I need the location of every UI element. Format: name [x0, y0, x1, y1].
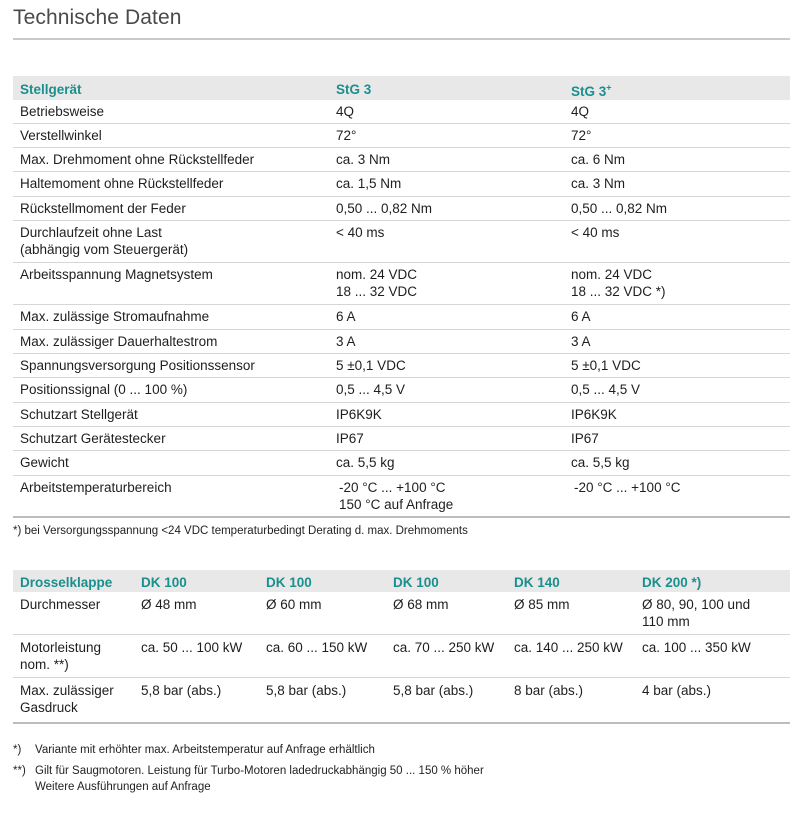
table-row [13, 403, 790, 427]
table-header-row [13, 570, 790, 592]
header-drosselklappe: Drosselklappe [20, 575, 113, 590]
table-row [13, 221, 790, 263]
footnote-text: Variante mit erhöhter max. Arbeitstemperatur auf Anfrage erhältlich [35, 744, 375, 756]
stg3plus-value: 6 A [571, 309, 591, 324]
stg3plus-value: IP67 [571, 431, 599, 446]
table-row [13, 427, 790, 451]
page-title: Technische Daten [13, 6, 182, 29]
dk200-value-cont: 110 mm [642, 614, 690, 629]
stg3plus-value: ca. 3 Nm [571, 176, 626, 191]
stg3-value: -20 °C ... +100 °C [339, 480, 446, 495]
row-label: Durchlaufzeit ohne Last [20, 225, 162, 240]
throttle-spec-table [13, 570, 790, 724]
table-row [13, 635, 790, 678]
table-bottom-rule [13, 722, 790, 724]
dk140-value: ca. 140 ... 250 kW [514, 640, 623, 655]
footnote-mark: **) [13, 765, 26, 777]
table-row [13, 148, 790, 172]
row-label: Arbeitstemperaturbereich [20, 480, 172, 495]
title-divider [13, 38, 790, 40]
row-label: Positionssignal (0 ... 100 %) [20, 382, 188, 397]
stg3-value: 6 A [336, 309, 356, 324]
table-row [13, 305, 790, 330]
footnote-2 [13, 764, 484, 779]
header-dk100-b: DK 100 [266, 575, 312, 590]
table-row [13, 172, 790, 197]
dk140-value: Ø 85 mm [514, 597, 570, 612]
row-label-note: nom. **) [20, 657, 69, 672]
table-header-row [13, 76, 790, 100]
dk100-a-value: ca. 50 ... 100 kW [141, 640, 243, 655]
table-row [13, 197, 790, 221]
row-label: Spannungsversorgung Positionssensor [20, 358, 255, 373]
stg3plus-value: 5 ±0,1 VDC [571, 358, 641, 373]
row-label: Arbeitsspannung Magnetsystem [20, 267, 213, 282]
header-stellgeraet: Stellgerät [20, 82, 82, 97]
stg3plus-value: IP6K9K [571, 407, 617, 422]
header-stg3: StG 3 [336, 82, 372, 97]
stg3-value: ca. 1,5 Nm [336, 176, 402, 191]
actuator-spec-table [13, 76, 790, 518]
stg3plus-value: 4Q [571, 104, 590, 119]
row-label: Haltemoment ohne Rückstellfeder [20, 176, 224, 191]
row-label: Max. zulässiger Dauerhaltestrom [20, 334, 218, 349]
row-label: Betriebsweise [20, 104, 105, 119]
table-row [13, 124, 790, 148]
stg3plus-value: 3 A [571, 334, 591, 349]
stg3plus-value: -20 °C ... +100 °C [574, 480, 681, 495]
stg3-value: 5 ±0,1 VDC [336, 358, 406, 373]
stg3-value: ca. 3 Nm [336, 152, 391, 167]
footnote-text: Gilt für Saugmotoren. Leistung für Turbo-Motoren ladedruckabhängig 50 ... 150 % höher [35, 765, 484, 777]
dk100-b-value: Ø 60 mm [266, 597, 322, 612]
stg3plus-value: nom. 24 VDC [571, 267, 653, 282]
stg3-value: 0,50 ... 0,82 Nm [336, 201, 433, 216]
derating-note: *) bei Versorgungsspannung <24 VDC temperaturbedingt Derating d. max. Drehmoments [13, 525, 468, 537]
stg3plus-value: 0,5 ... 4,5 V [571, 382, 641, 397]
stg3plus-value: < 40 ms [571, 225, 620, 240]
footnote-3: Weitere Ausführungen auf Anfrage [35, 781, 211, 793]
table-row [13, 476, 790, 516]
dk100-c-value: 5,8 bar (abs.) [393, 683, 474, 698]
row-label: Schutzart Gerätestecker [20, 431, 166, 446]
row-label-note: (abhängig vom Steuergerät) [20, 242, 189, 257]
dk100-b-value: 5,8 bar (abs.) [266, 683, 347, 698]
row-label: Schutzart Stellgerät [20, 407, 138, 422]
dk100-c-value: Ø 68 mm [393, 597, 449, 612]
table-row [13, 354, 790, 378]
stg3-value: 4Q [336, 104, 355, 119]
table-bottom-rule [13, 516, 790, 518]
dk140-value: 8 bar (abs.) [514, 683, 584, 698]
dk100-c-value: ca. 70 ... 250 kW [393, 640, 495, 655]
row-label: Max. zulässige Stromaufnahme [20, 309, 210, 324]
table-row [13, 678, 790, 722]
dk200-value: Ø 80, 90, 100 und [642, 597, 751, 612]
row-label: Rückstellmoment der Feder [20, 201, 186, 216]
stg3plus-value: ca. 5,5 kg [571, 455, 630, 470]
header-dk100-c: DK 100 [393, 575, 439, 590]
dk100-a-value: Ø 48 mm [141, 597, 197, 612]
footnote-1 [13, 743, 375, 758]
dk200-value: ca. 100 ... 350 kW [642, 640, 751, 655]
header-dk100-a: DK 100 [141, 575, 187, 590]
stg3-value: 72° [336, 128, 357, 143]
dk100-a-value: 5,8 bar (abs.) [141, 683, 222, 698]
row-label: Max. Drehmoment ohne Rückstellfeder [20, 152, 255, 167]
table-row [13, 451, 790, 476]
row-label: Durchmesser [20, 597, 101, 612]
stg3plus-value: 72° [571, 128, 592, 143]
table-row [13, 330, 790, 354]
dk100-b-value: ca. 60 ... 150 kW [266, 640, 368, 655]
footnote-mark: *) [13, 744, 22, 756]
dk200-value: 4 bar (abs.) [642, 683, 712, 698]
stg3-value: IP67 [336, 431, 364, 446]
stg3plus-value: 0,50 ... 0,82 Nm [571, 201, 668, 216]
header-dk140: DK 140 [514, 575, 560, 590]
row-label: Motorleistung [20, 640, 102, 655]
stg3plus-value: ca. 6 Nm [571, 152, 626, 167]
row-label-note: Gasdruck [20, 700, 78, 715]
row-label: Gewicht [20, 455, 69, 470]
stg3-value: IP6K9K [336, 407, 382, 422]
header-stg3plus: StG 3+ [571, 82, 612, 99]
stg3-value: < 40 ms [336, 225, 385, 240]
table-row [13, 100, 790, 124]
stg3-value-range: 18 ... 32 VDC [336, 284, 418, 299]
row-label: Max. zulässiger [20, 683, 114, 698]
table-row [13, 592, 790, 635]
stg3-value: nom. 24 VDC [336, 267, 418, 282]
table-row [13, 263, 790, 305]
stg3-value: 3 A [336, 334, 356, 349]
row-label: Verstellwinkel [20, 128, 102, 143]
stg3-value-note: 150 °C auf Anfrage [339, 497, 454, 512]
table-row [13, 378, 790, 403]
stg3-value: 0,5 ... 4,5 V [336, 382, 406, 397]
header-dk200: DK 200 *) [642, 575, 702, 590]
stg3plus-value-range: 18 ... 32 VDC *) [571, 284, 666, 299]
stg3-value: ca. 5,5 kg [336, 455, 395, 470]
